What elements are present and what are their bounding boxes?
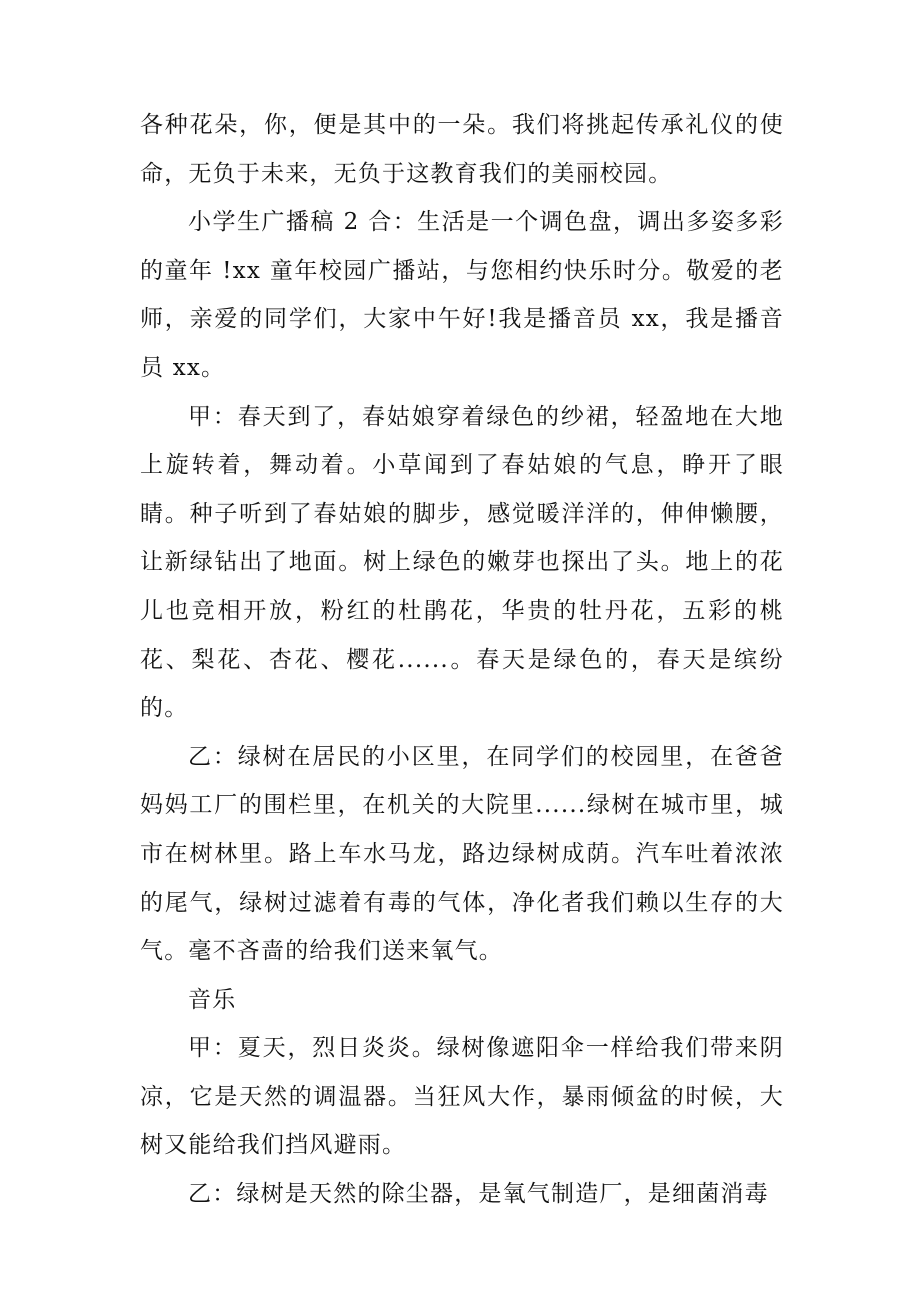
document-body (140, 101, 784, 1219)
paragraph-broadcast-intro: 小学生广播稿 2 合：生活是一个调色盘，调出多姿多彩的童年 !xx 童年校园广播站，与您相约快乐时分。敬爱的老师，亲爱的同学们，大家中午好!我是播音员 xx，我是播音员 xx。 (140, 209, 784, 381)
paragraph-jia-spring: 甲：春天到了，春姑娘穿着绿色的纱裙，轻盈地在大地上旋转着，舞动着。小草闻到了春姑娘的气息，睁开了眼睛。种子听到了春姑娘的脚步，感觉暖洋洋的，伸伸懒腰，让新绿钻出了地面。树上绿色的嫩芽也探出了头。地上的花儿也竞相开放，粉红的杜鹃花，华贵的牡丹花，五彩的桃花、梨花、杏花、樱花......。春天是绿色的，春天是缤纷的。 (140, 403, 784, 722)
paragraph-continued: 各种花朵，你，便是其中的一朵。我们将挑起传承礼仪的使命，无负于未来，无负于这教育我们的美丽校园。 (140, 112, 784, 187)
paragraph-yi-green-trees: 乙：绿树在居民的小区里，在同学们的校园里，在爸爸妈妈工厂的围栏里，在机关的大院里......绿树在城市里，城市在树林里。路上车水马龙，路边绿树成荫。汽车吐着浓浓的尾气，绿树过滤着有毒的气体，净化者我们赖以生存的大气。毫不吝啬的给我们送来氧气。 (140, 743, 784, 965)
paragraph-music: 音乐 (188, 986, 237, 1013)
paragraph-yi-dust-filter: 乙：绿树是天然的除尘器，是氧气制造厂，是细菌消毒 (188, 1181, 769, 1208)
paragraph-jia-summer: 甲：夏天，烈日炎炎。绿树像遮阳伞一样给我们带来阴凉，它是天然的调温器。当狂风大作，暴雨倾盆的时候，大树又能给我们挡风避雨。 (140, 1035, 784, 1159)
